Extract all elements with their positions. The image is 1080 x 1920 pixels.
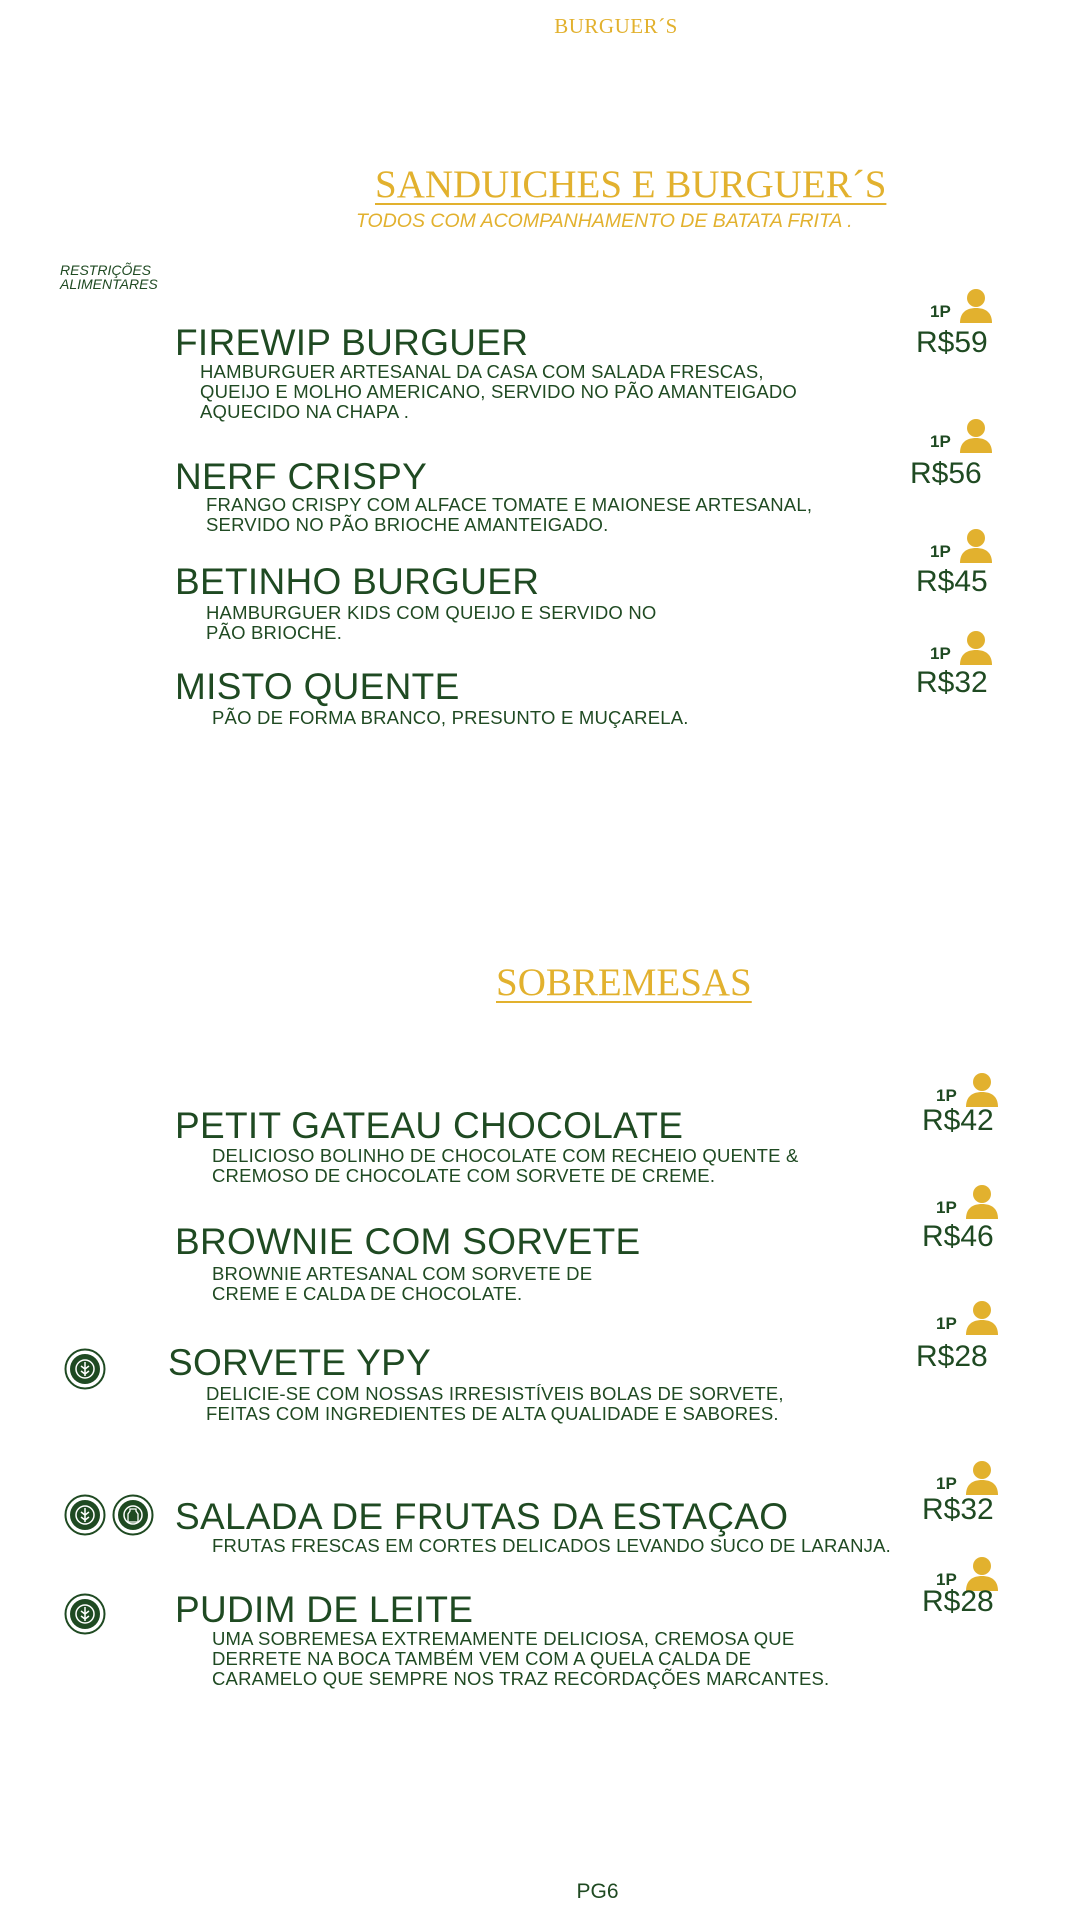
menu-item-price: R$46 — [922, 1220, 994, 1253]
menu-item-name: BROWNIE COM SORVETE — [175, 1221, 641, 1262]
menu-item-price: R$32 — [916, 666, 988, 699]
menu-item-description: UMA SOBREMESA EXTREMAMENTE DELICIOSA, CREMOSA QUE DERRETE NA BOCA TAMBÉM VEM COM A QUELA CALDA DE CARAMELO QUE SEMPRE NOS TRAZ RECORDAÇÕES MARCANTES. — [212, 1628, 830, 1689]
portion-label: 1P — [930, 432, 951, 451]
menu-item-name: MISTO QUENTE — [175, 666, 460, 707]
menu-item-description: DELICIE-SE COM NOSSAS IRRESISTÍVEIS BOLAS DE SORVETE, FEITAS COM INGREDIENTES DE ALTA QUALIDADE E SABORES. — [206, 1383, 784, 1424]
dietary-restrictions-label: RESTRIÇÕES ALIMENTARES — [60, 262, 158, 292]
menu-item-name: SORVETE YPY — [168, 1342, 432, 1383]
menu-item-name: NERF CRISPY — [175, 456, 428, 497]
person-icon — [959, 418, 993, 454]
menu-item-name: SALADA DE FRUTAS DA ESTAÇAO — [175, 1496, 789, 1537]
menu-item-description: FRUTAS FRESCAS EM CORTES DELICADOS LEVANDO SUCO DE LARANJA. — [212, 1535, 891, 1556]
menu-item-description: PÃO DE FORMA BRANCO, PRESUNTO E MUÇARELA. — [212, 707, 689, 728]
menu-item-description: HAMBURGUER KIDS COM QUEIJO E SERVIDO NO PÃO BRIOCHE. — [206, 602, 657, 643]
menu-item-price: R$42 — [922, 1104, 994, 1137]
portion-label: 1P — [936, 1086, 957, 1105]
portion-label: 1P — [936, 1198, 957, 1217]
section-title-sandwiches: SANDUICHES E BURGUER´S — [375, 163, 887, 206]
page-number: PG6 — [576, 1880, 619, 1903]
person-icon — [965, 1184, 999, 1220]
lactose-free-badge-icon — [112, 1494, 154, 1541]
portion-indicator — [936, 1184, 999, 1220]
portion-label: 1P — [936, 1314, 957, 1333]
menu-item-name: PETIT GATEAU CHOCOLATE — [175, 1105, 684, 1146]
portion-label: 1P — [936, 1570, 957, 1589]
section-title-desserts: SOBREMESAS — [496, 961, 752, 1004]
portion-indicator — [936, 1300, 999, 1336]
menu-item-description: DELICIOSO BOLINHO DE CHOCOLATE COM RECHEIO QUENTE & CREMOSO DE CHOCOLATE COM SORVETE DE CREME. — [212, 1145, 799, 1186]
section-subtitle-sandwiches: TODOS COM ACOMPANHAMENTO DE BATATA FRITA . — [356, 210, 853, 232]
menu-item-price: R$28 — [922, 1585, 994, 1618]
portion-label: 1P — [930, 302, 951, 321]
menu-item-name: FIREWIP BURGUER — [175, 322, 529, 363]
menu-item-name: BETINHO BURGUER — [175, 561, 540, 602]
portion-indicator — [936, 1460, 999, 1496]
gluten-free-badge-icon — [64, 1593, 106, 1640]
menu-item-price: R$59 — [916, 326, 988, 359]
person-icon — [965, 1072, 999, 1108]
person-icon — [965, 1300, 999, 1336]
portion-label: 1P — [936, 1474, 957, 1493]
person-icon — [965, 1460, 999, 1496]
menu-item-description: HAMBURGUER ARTESANAL DA CASA COM SALADA FRESCAS, QUEIJO E MOLHO AMERICANO, SERVIDO NO PÃO AMANTEIGADO AQUECIDO NA CHAPA . — [200, 361, 798, 422]
gluten-free-badge-icon — [64, 1494, 106, 1541]
portion-label: 1P — [930, 542, 951, 561]
menu-item-price: R$45 — [916, 565, 988, 598]
menu-item-description: BROWNIE ARTESANAL COM SORVETE DE CREME E CALDA DE CHOCOLATE. — [212, 1263, 593, 1304]
person-icon — [959, 528, 993, 564]
portion-indicator — [930, 528, 993, 564]
menu-item-name: PUDIM DE LEITE — [175, 1589, 474, 1630]
portion-indicator — [936, 1072, 999, 1108]
portion-indicator — [930, 630, 993, 666]
menu-item-price: R$28 — [916, 1340, 988, 1373]
menu-item-price: R$56 — [910, 457, 982, 490]
person-icon — [959, 288, 993, 324]
menu-item-price: R$32 — [922, 1493, 994, 1526]
portion-indicator — [930, 288, 993, 324]
brand-title: BURGUER´S — [554, 14, 678, 38]
portion-label: 1P — [930, 644, 951, 663]
person-icon — [959, 630, 993, 666]
menu-item-description: FRANGO CRISPY COM ALFACE TOMATE E MAIONESE ARTESANAL, SERVIDO NO PÃO BRIOCHE AMANTEIGADO. — [206, 494, 813, 535]
gluten-free-badge-icon — [64, 1348, 106, 1395]
portion-indicator — [930, 418, 993, 454]
